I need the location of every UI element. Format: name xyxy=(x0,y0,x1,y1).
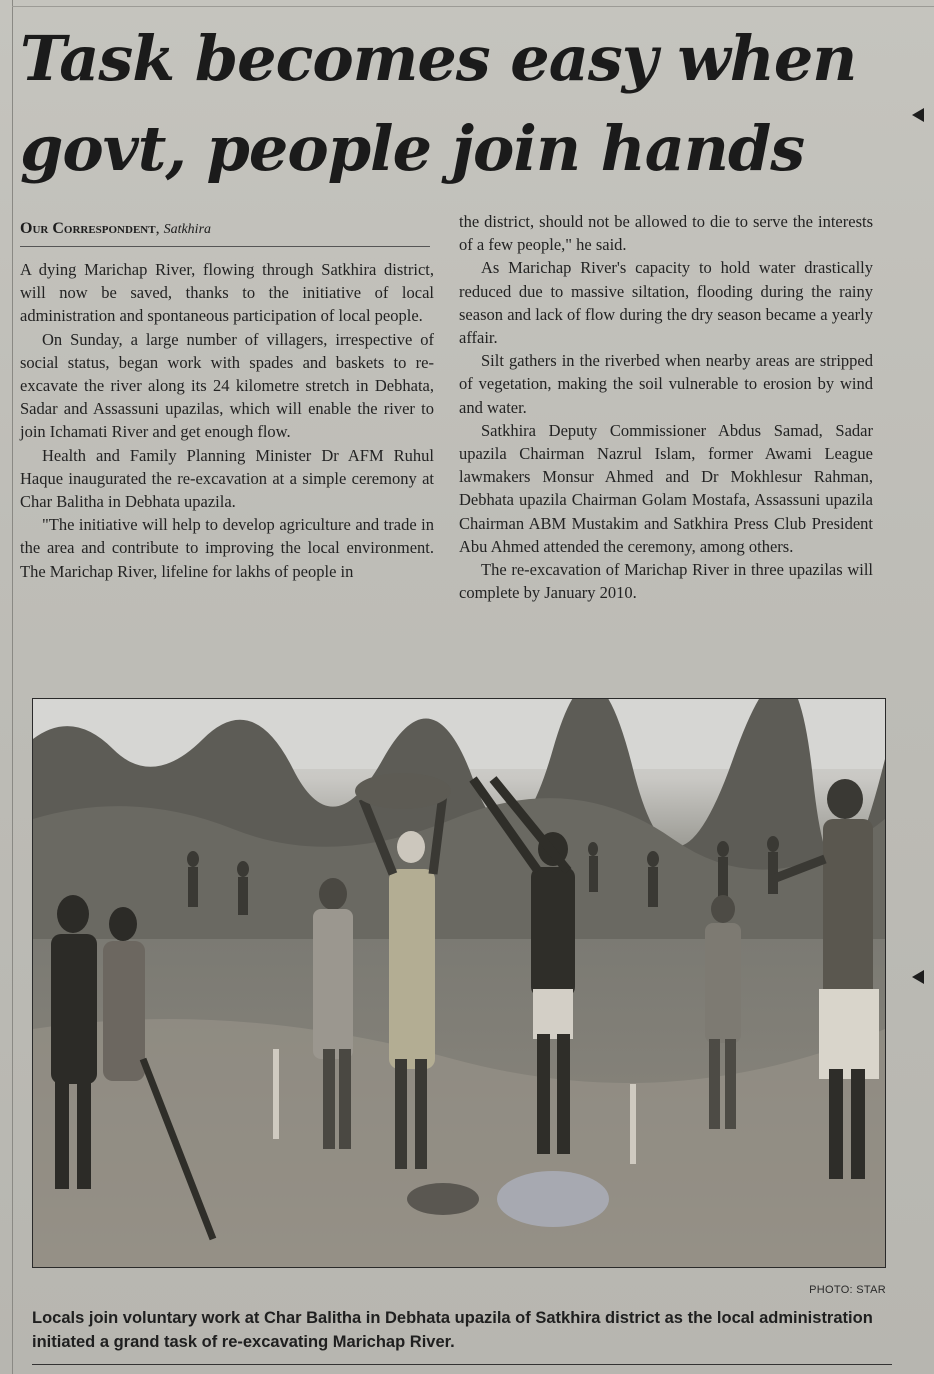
byline xyxy=(20,218,430,247)
photo-illustration xyxy=(33,699,885,1267)
byline-name: Our Correspondent xyxy=(20,220,156,237)
paragraph: the district, should not be allowed to die to serve the interests of a few people," he said. xyxy=(459,212,873,255)
paragraph: A dying Marichap River, flowing through Satkhira district, will now be saved, thanks to the initiative of local administration and spontaneous participation of local people. xyxy=(20,260,434,326)
margin-arrow-icon xyxy=(912,108,924,122)
bottom-rule xyxy=(32,1364,892,1365)
paragraph: Health and Family Planning Minister Dr AFM Ruhul Haque inaugurated the re-excavation at a simple ceremony at Char Balitha in Debhata upazila. xyxy=(20,445,434,512)
column-left xyxy=(20,258,434,583)
byline-location: Satkhira xyxy=(163,222,212,237)
paragraph: Silt gathers in the riverbed when nearby areas are stripped of vegetation, making the soil vulnerable to erosion by wind and water. xyxy=(459,351,873,417)
headline: Task becomes easy when govt, people join hands xyxy=(20,22,857,185)
paragraph: As Marichap River's capacity to hold water drastically reduced due to massive siltation, flooding during the rainy season and lack of flow during the dry season became a yearly affair. xyxy=(459,258,873,348)
page-fold-edge xyxy=(0,0,13,1374)
paragraph: On Sunday, a large number of villagers, irrespective of social status, began work with spades and baskets to re-excavate the river along its 24 kilometre stretch in Debhata, Sadar and Assassuni upazilas, which will enable the river to join Ichamati River and get enough flow. xyxy=(20,329,434,442)
byline-separator: , xyxy=(155,220,164,237)
margin-arrow-icon xyxy=(912,970,924,984)
paragraph: "The initiative will help to develop agriculture and trade in the area and contribute to improving the local environment. The Marichap River, lifeline for lakhs of people in xyxy=(20,515,434,581)
photo-credit: PHOTO: STAR xyxy=(809,1284,886,1296)
news-photo xyxy=(32,698,886,1268)
column-right xyxy=(459,210,873,604)
photo-caption: Locals join voluntary work at Char Balitha in Debhata upazila of Satkhira district as the local administration initiated a grand task of re-excavating Marichap River. xyxy=(32,1309,873,1351)
paragraph: The re-excavation of Marichap River in three upazilas will complete by January 2010. xyxy=(459,560,873,603)
top-rule xyxy=(12,6,934,7)
paragraph: Satkhira Deputy Commissioner Abdus Samad, Sadar upazila Chairman Nazrul Islam, former Awami League lawmakers Monsur Ahmed and Dr Mokhlesur Rahman, Debhata upazila Chairman Golam Mostafa, Assassuni upazila Chairman ABM Mustakim and Satkhira Press Club President Abu Ahmed attended the ceremony, among others. xyxy=(459,420,873,556)
